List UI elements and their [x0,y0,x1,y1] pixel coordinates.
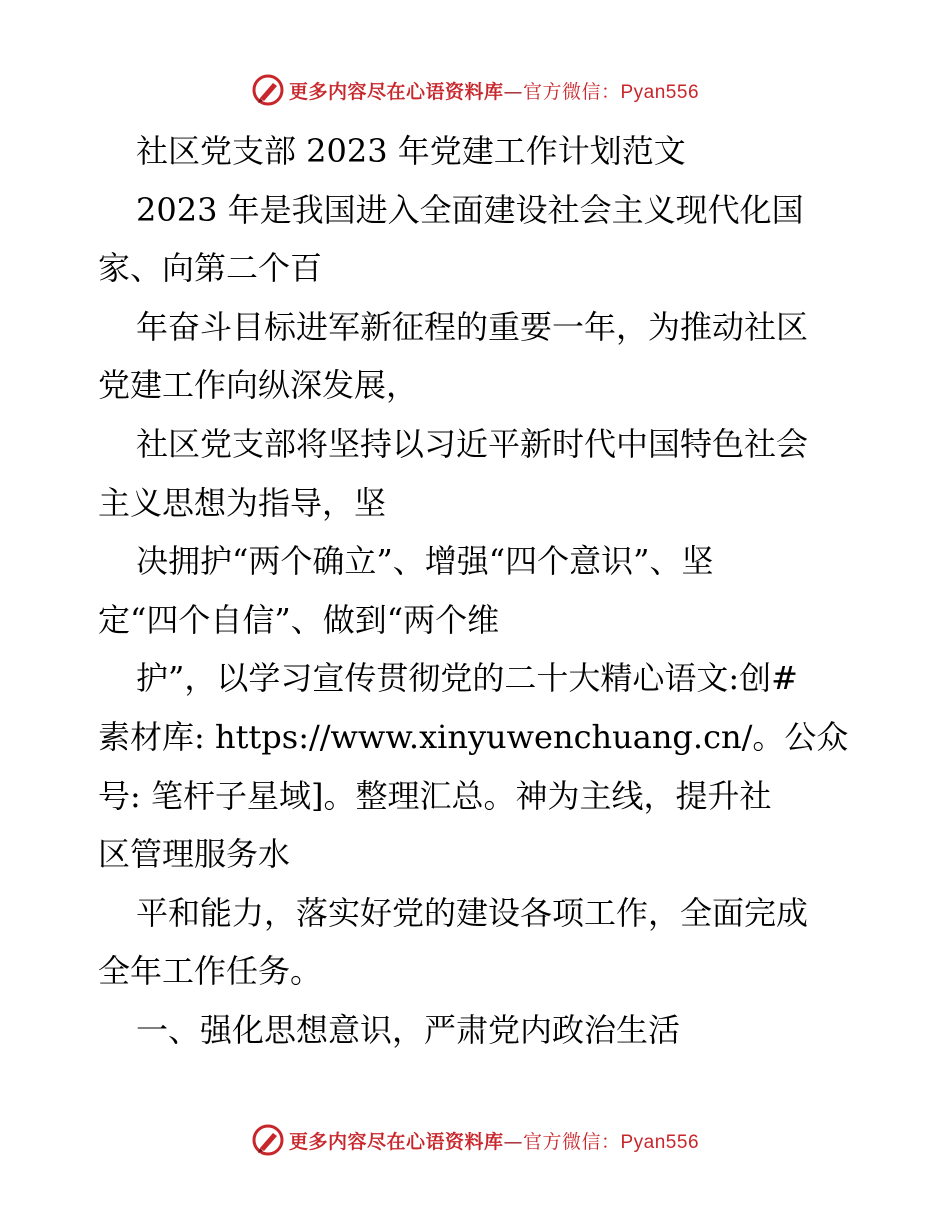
banner-wechat-label: 官方微信： [522,80,621,103]
paragraph-line: 社区党支部将坚持以习近平新时代中国特色社会 [136,424,809,463]
paragraph-line: 决拥护“两个确立”、增强“四个意识”、坚 [136,542,714,581]
banner-wechat-id: Pyan556 [620,1131,700,1153]
banner-brand: 更多内容尽在心语资料库 [288,80,504,103]
banner-wechat-id: Pyan556 [620,81,700,103]
banner-text [289,77,699,104]
document-title: 社区党支部 2023 年党建工作计划范文 [136,132,686,170]
paragraph-line: 平和能力，落实好党的建设各项工作，全面完成 [136,893,809,932]
paragraph-line: 号: 笔杆子星域]。整理汇总。神为主线，提升社 [98,776,772,815]
footer-banner [0,1120,950,1160]
banner-text [289,1127,699,1154]
banner-separator: — [503,80,523,103]
paragraph-line: 家、向第二个百 [98,249,323,288]
paragraph-line: 年奋斗目标进军新征程的重要一年，为推动社区 [136,307,809,346]
section-heading: 一、强化思想意识，严肃党内政治生活 [136,1010,681,1049]
paragraph-line: 区管理服务水 [98,835,291,874]
paragraph-line: 2023 年是我国进入全面建设社会主义现代化国 [136,190,804,229]
pen-logo-icon [251,1123,285,1157]
paragraph-line: 护”，以学习宣传贯彻党的二十大精心语文:创# [136,659,798,698]
paragraph-line: 素材库: https://www.xinyuwenchuang.cn/。公众 [98,717,849,756]
document-body [98,122,858,1060]
paragraph-line: 党建工作向纵深发展， [98,366,419,405]
banner-separator: — [503,1130,523,1153]
banner-brand: 更多内容尽在心语资料库 [288,1130,504,1153]
paragraph-line: 全年工作任务。 [98,952,323,991]
banner-wechat-label: 官方微信： [522,1130,621,1153]
header-banner [0,70,950,110]
paragraph-line: 定“四个自信”、做到“两个维 [98,600,500,639]
paragraph-line: 主义思想为指导，坚 [98,483,387,522]
pen-logo-icon [251,73,285,107]
